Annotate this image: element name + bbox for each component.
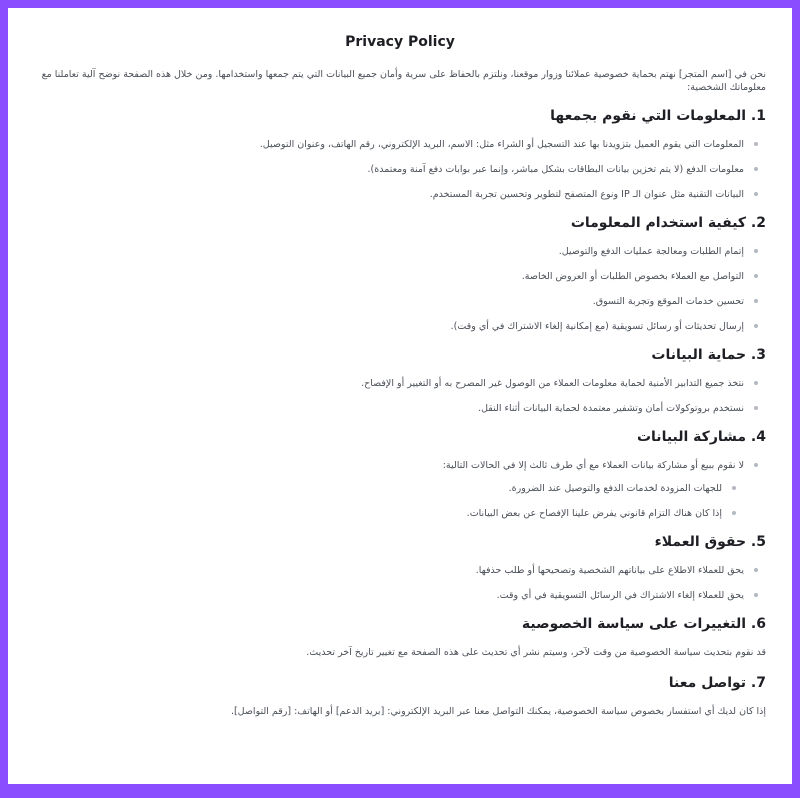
list-item: إذا كان هناك التزام قانوني يفرض علينا الإفصاح عن بعض البيانات. — [34, 507, 722, 520]
page-frame — [8, 8, 792, 784]
list-item: للجهات المزودة لخدمات الدفع والتوصيل عند الضرورة. — [34, 482, 722, 495]
list-item: نتخذ جميع التدابير الأمنية لحماية معلومات العملاء من الوصول غير المصرح به أو التغيير أو الإفصاح. — [34, 377, 744, 390]
section-list-collected-info — [34, 138, 766, 201]
section-heading-customer-rights: 5. حقوق العملاء — [654, 534, 766, 550]
section-heading-data-sharing: 4. مشاركة البيانات — [636, 429, 766, 445]
list-item: تحسين خدمات الموقع وتجربة التسوق. — [34, 295, 744, 308]
section-heading-collected-info: 1. المعلومات التي نقوم بجمعها — [550, 108, 766, 124]
section-paragraph-contact: إذا كان لديك أي استفسار بخصوص سياسة الخصوصية، يمكنك التواصل معنا عبر البريد الإلكتروني: [بريد الدعم] أو الهاتف: [رقم التواصل]. — [230, 706, 766, 717]
list-item: معلومات الدفع (لا يتم تخزين بيانات البطاقات بشكل مباشر، وإنما عبر بوابات دفع آمنة ومعتمدة). — [34, 163, 744, 176]
list-item: إرسال تحديثات أو رسائل تسويقية (مع إمكانية إلغاء الاشتراك في أي وقت). — [34, 320, 744, 333]
list-item: البيانات التقنية مثل عنوان الـ IP ونوع المتصفح لتطوير وتحسين تجربة المستخدم. — [34, 188, 744, 201]
section-heading-policy-changes: 6. التغييرات على سياسة الخصوصية — [521, 616, 766, 632]
list-item: يحق للعملاء الاطلاع على بياناتهم الشخصية وتصحيحها أو طلب حذفها. — [34, 564, 744, 577]
section-list-data-protection — [34, 377, 766, 415]
list-item: يحق للعملاء إلغاء الاشتراك في الرسائل التسويقية في أي وقت. — [34, 589, 744, 602]
section-sublist-data-sharing — [34, 482, 766, 520]
list-item: إتمام الطلبات ومعالجة عمليات الدفع والتوصيل. — [34, 245, 744, 258]
section-list-usage — [34, 245, 766, 333]
section-heading-data-protection: 3. حماية البيانات — [651, 347, 766, 363]
section-heading-contact: 7. تواصل معنا — [668, 675, 766, 691]
list-item: لا نقوم ببيع أو مشاركة بيانات العملاء مع أي طرف ثالث إلا في الحالات التالية: — [34, 459, 744, 472]
section-heading-usage: 2. كيفية استخدام المعلومات — [570, 215, 766, 231]
page-title: Privacy Policy — [345, 34, 455, 50]
list-item: المعلومات التي يقوم العميل بتزويدنا بها عند التسجيل أو الشراء مثل: الاسم، البريد الإلكتروني، رقم الهاتف، وعنوان التوصيل. — [34, 138, 744, 151]
section-paragraph-policy-changes: قد نقوم بتحديث سياسة الخصوصية من وقت لآخر، وسيتم نشر أي تحديث على هذه الصفحة مع تغيير تاريخ آخر تحديث. — [306, 647, 766, 658]
intro-paragraph: نحن في [اسم المتجر] نهتم بحماية خصوصية عملائنا وزوار موقعنا، ونلتزم بالحفاظ على سرية وأمان جميع البيانات التي يتم جمعها واستخدامها. ومن خلال هذه الصفحة نوضح آلية تعاملنا مع معلوماتك الشخصية: — [41, 69, 766, 93]
section-list-data-sharing — [34, 459, 766, 472]
list-item: التواصل مع العملاء بخصوص الطلبات أو العروض الخاصة. — [34, 270, 744, 283]
policy-content — [8, 8, 792, 718]
section-list-customer-rights — [34, 564, 766, 602]
list-item: نستخدم بروتوكولات أمان وتشفير معتمدة لحماية البيانات أثناء النقل. — [34, 402, 744, 415]
